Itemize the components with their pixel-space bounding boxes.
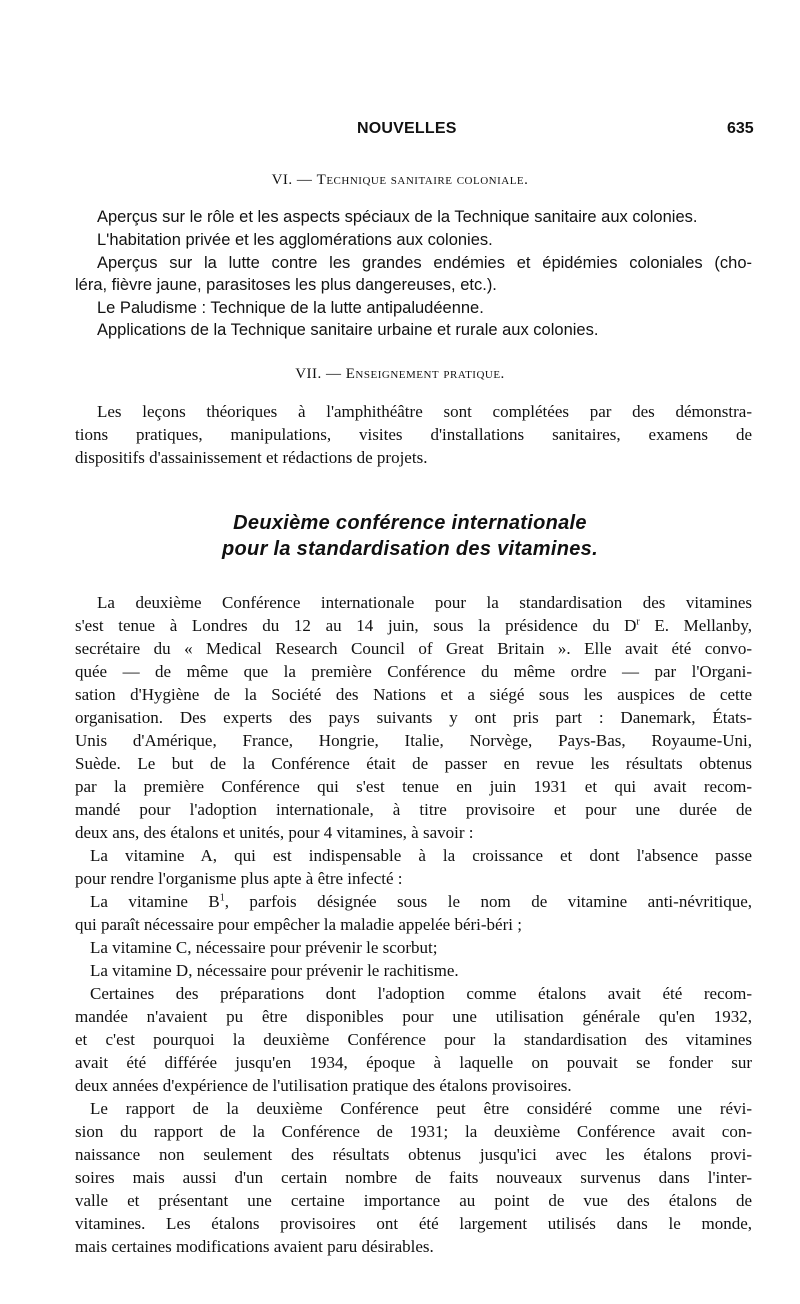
- text-line: Le Paludisme : Technique de la lutte antipaludéenne.: [97, 299, 484, 317]
- text-line: secrétaire du « Medical Research Council of Great Britain ». Elle avait été convo-: [75, 639, 752, 658]
- text-line: par la première Conférence qui s'est tenue en juin 1931 et qui avait recom-: [75, 777, 752, 796]
- text-line: mandé pour l'adoption internationale, à titre provisoire et pour une durée de: [75, 800, 752, 819]
- section-heading-vi: [0, 172, 800, 189]
- text-line: Les leçons théoriques à l'amphithéâtre sont complétées par des démonstra-: [97, 402, 752, 421]
- text-line: valle et présentant une certaine importance au point de vue des étalons de: [75, 1191, 752, 1210]
- text-line: Le rapport de la deuxième Conférence peut être considéré comme une révi-: [90, 1099, 752, 1118]
- text-line: La vitamine C, nécessaire pour prévenir le scorbut;: [90, 938, 438, 957]
- text-line: La deuxième Conférence internationale pour la standardisation des vitamines: [97, 593, 752, 612]
- text-line: pour rendre l'organisme plus apte à être infecté :: [75, 869, 403, 888]
- article-title-line-2: pour la standardisation des vitamines.: [222, 538, 598, 560]
- page-header: [0, 120, 800, 144]
- text-line: naissance non seulement des résultats obtenus jusqu'ici avec les étalons provi-: [75, 1145, 752, 1164]
- section-heading-vii: [0, 366, 800, 383]
- text-line: deux années d'expérience de l'utilisation pratique des étalons provisoires.: [75, 1076, 572, 1095]
- text-line: La vitamine D, nécessaire pour prévenir le rachitisme.: [90, 961, 459, 980]
- text-line: quée — de même que la première Conférence du même ordre — par l'Organi-: [75, 662, 752, 681]
- section-title: Enseignement pratique.: [345, 366, 505, 382]
- text-line: deux ans, des étalons et unités, pour 4 vitamines, à savoir :: [75, 823, 474, 842]
- text-line: Aperçus sur la lutte contre les grandes endémies et épidémies coloniales (cho-: [97, 254, 752, 272]
- text-line: dispositifs d'assainissement et rédactions de projets.: [75, 448, 428, 467]
- text-line: sation d'Hygiène de la Société des Nations et a siégé sous les auspices de cette: [75, 685, 752, 704]
- text-line: vitamines. Les étalons provisoires ont été largement utilisés dans le monde,: [75, 1214, 752, 1233]
- text-line: léra, fièvre jaune, parasitoses les plus dangereuses, etc.).: [75, 276, 497, 294]
- superscript: 1: [219, 892, 225, 904]
- text-line: mais certaines modifications avaient paru désirables.: [75, 1237, 434, 1256]
- text-line: Certaines des préparations dont l'adoption comme étalons avait été recom-: [90, 984, 752, 1003]
- running-title: NOUVELLES: [357, 120, 457, 137]
- text-line: mandée n'avaient pu être disponibles pour une utilisation générale qu'en 1932,: [75, 1007, 752, 1026]
- text-line: La vitamine A, qui est indispensable à la croissance et dont l'absence passe: [90, 846, 752, 865]
- text-line: L'habitation privée et les agglomérations aux colonies.: [97, 231, 493, 249]
- text-line: soires mais aussi d'un certain nombre de faits nouveaux survenus dans l'inter-: [75, 1168, 752, 1187]
- text-line: qui paraît nécessaire pour empêcher la maladie appelée béri-béri ;: [75, 915, 522, 934]
- article-title-line-1: Deuxième conférence internationale: [233, 512, 587, 534]
- section-number: VII. —: [295, 366, 346, 382]
- text-line: Aperçus sur le rôle et les aspects spéciaux de la Technique sanitaire aux colonies.: [97, 208, 698, 226]
- text-line: organisation. Des experts des pays suivants y ont pris part : Danemark, États-: [75, 708, 752, 727]
- text-line: s'est tenue à Londres du 12 au 14 juin, sous la présidence du $D^r$ E. Mellanby,: [75, 616, 752, 635]
- text-line: et c'est pourquoi la deuxième Conférence pour la standardisation des vitamines: [75, 1030, 752, 1049]
- superscript: r: [636, 616, 640, 628]
- text-line: Suède. Le but de la Conférence était de passer en revue les résultats obtenus: [75, 754, 752, 773]
- section-number: VI. —: [271, 172, 317, 188]
- page-number: 635: [727, 120, 754, 137]
- section-title: Technique sanitaire coloniale.: [316, 172, 529, 188]
- text-line: tions pratiques, manipulations, visites d'installations sanitaires, examens de: [75, 425, 752, 444]
- text-line: avait été différée jusqu'en 1934, époque à laquelle on pouvait se fonder sur: [75, 1053, 752, 1072]
- text-line: sion du rapport de la Conférence de 1931; la deuxième Conférence avait con-: [75, 1122, 752, 1141]
- text-line: Applications de la Technique sanitaire urbaine et rurale aux colonies.: [97, 321, 599, 339]
- text-line: La vitamine $B^1$, parfois désignée sous le nom de vitamine anti-névritique,: [90, 892, 752, 911]
- text-line: Unis d'Amérique, France, Hongrie, Italie, Norvège, Pays-Bas, Royaume-Uni,: [75, 731, 752, 750]
